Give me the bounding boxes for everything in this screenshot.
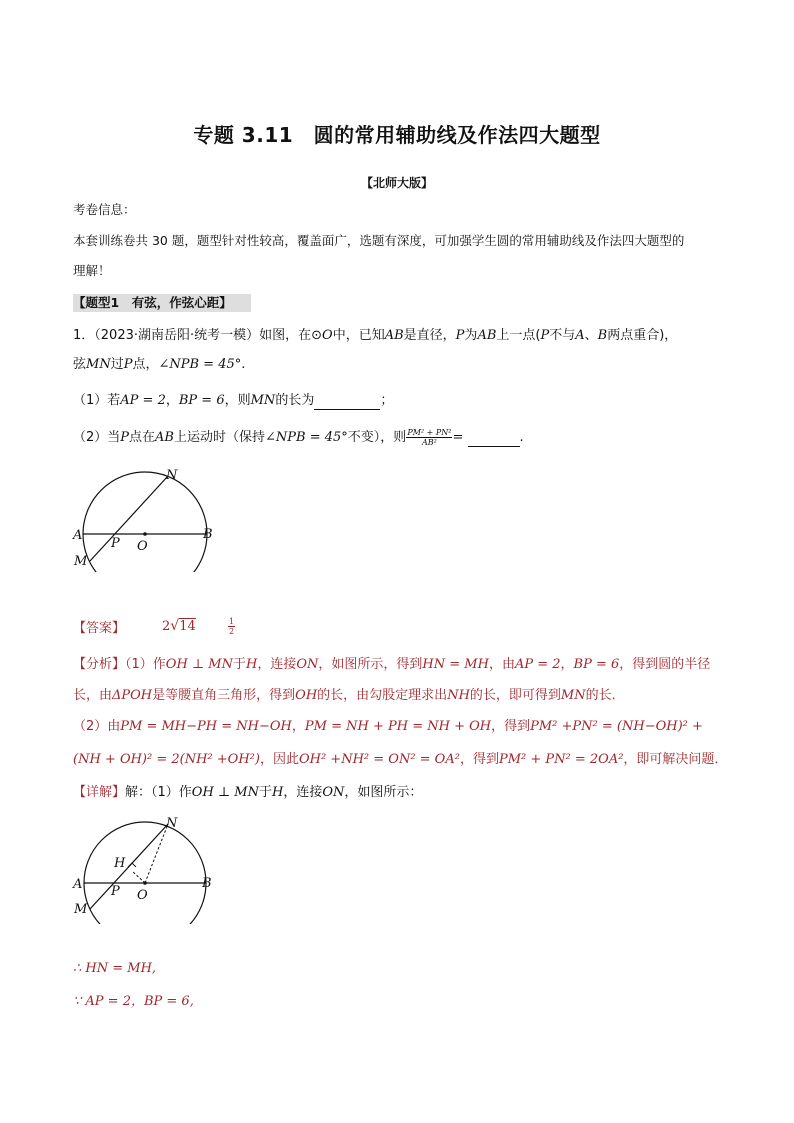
label-n: N [166, 816, 178, 831]
an-text: ，即可解决问题． [623, 752, 728, 767]
q-text: 点， [132, 357, 159, 372]
q-text: 不变），则 [347, 430, 407, 445]
label-b: B [202, 876, 212, 891]
q-math: AB [155, 430, 174, 445]
q-math: = [452, 430, 464, 445]
fraction-denominator: AB² [421, 438, 437, 447]
q-text: 1．（2023·湖南岳阳·统考一模）如图，在⊙ [73, 328, 323, 343]
answer-2-numerator: 1 [229, 617, 235, 626]
an-math: PM² +PN² = (NH−OH)² + [530, 719, 703, 734]
circle [84, 822, 206, 924]
page-title: 专题 3.11 圆的常用辅助线及作法四大题型 [193, 123, 601, 147]
an-text: ，得到 [491, 719, 531, 734]
q-text: 的长为 [275, 393, 315, 408]
answer-coefficient: 2 [162, 619, 171, 634]
label-o: O [137, 539, 148, 554]
q-math: ∠NPB = 45°. [158, 357, 246, 372]
dt-text: 解：（1）作 [125, 785, 192, 800]
segment-oh-dashed [132, 871, 145, 883]
an-math: (NH + OH)² = 2(NH² +OH²) [73, 752, 260, 767]
q-text: 为 [464, 328, 478, 343]
q-math: MN [86, 357, 111, 372]
an-text: ，因此 [259, 752, 299, 767]
an-math: ON [296, 657, 319, 672]
answer-label: 【答案】 [73, 621, 126, 636]
q-math: ∠NPB = 45° [265, 430, 348, 445]
detail-line-1 [73, 784, 422, 802]
q-math: BP = 6 [178, 393, 225, 408]
q-text: 不与 [549, 328, 576, 343]
q-math: P [123, 357, 133, 372]
an-math: HN = MH [422, 657, 489, 672]
question-1-part-2 [73, 428, 524, 447]
q-text: （1）若 [73, 393, 121, 408]
answer-1: 2√14 [162, 618, 196, 634]
q-math: P [455, 328, 465, 343]
an-math: PM = NH + PH = NH + OH [304, 719, 492, 734]
q-math: P [120, 430, 130, 445]
q-math: AB [384, 328, 404, 343]
an-text: ，连接 [257, 657, 297, 672]
label-o: O [137, 888, 148, 903]
an-math: OH ⊥ MN [165, 657, 233, 672]
label-a: A [73, 877, 83, 892]
an-math: OH² +NH² = ON² = OA² [298, 752, 460, 767]
q-text: 点在 [129, 430, 156, 445]
label-n: N [166, 468, 178, 483]
segment-on-dashed [145, 824, 168, 883]
q-text: 是直径， [403, 328, 456, 343]
q-math: A [575, 328, 585, 343]
info-line-1: 本套训练卷共 30 题，题型针对性较高，覆盖面广，选题有深度，可加强学生圆的常用辅助线及作法四大题型的 [73, 233, 685, 248]
an-text: ， [560, 657, 574, 672]
q-math: O [322, 328, 333, 343]
an-text: ，由 [488, 657, 515, 672]
detail-label: 【详解】 [73, 785, 126, 800]
circle-figure-2 [70, 812, 220, 924]
an-math: PM² + PN² = 2OA² [498, 752, 624, 767]
circle [83, 472, 207, 572]
an-text: 于 [232, 657, 246, 672]
circle-figure-1 [70, 462, 220, 572]
analysis-line-2 [73, 687, 625, 705]
section-heading-1: 【题型1 有弦，作弦心距】 [73, 294, 251, 312]
analysis-label: 【分析】 [73, 657, 126, 672]
center-point [143, 532, 147, 536]
dt-math: H [271, 785, 284, 800]
an-text: ，如图所示，得到 [318, 657, 423, 672]
q-text: 过 [110, 357, 124, 372]
q-text: ，则 [224, 393, 251, 408]
an-text: 是等腰直角三角形，得到 [152, 688, 296, 703]
dt-math: ON [322, 785, 345, 800]
info-heading: 考卷信息： [73, 202, 136, 217]
answer-blank-1 [314, 395, 380, 410]
answer-2 [228, 617, 235, 636]
q-math: MN [250, 393, 276, 408]
an-text: 的长，由勾股定理求出 [317, 688, 448, 703]
q-math: AB [477, 328, 497, 343]
an-math: OH [295, 688, 318, 703]
an-text: ， [291, 719, 305, 734]
edition-label: 【北师大版】 [360, 176, 433, 190]
dt-text: ，如图所示： [344, 785, 423, 800]
an-text: 的长，即可得到 [469, 688, 561, 703]
solution-step-1: ∴ HN = MH, [73, 961, 157, 976]
an-math: H [245, 657, 258, 672]
label-b: B [203, 527, 213, 542]
an-text: ，得到圆的半径 [619, 657, 711, 672]
an-math: PM = MH−PH = NH−OH [120, 719, 292, 734]
chord-mn [90, 476, 168, 561]
an-text: （2）由 [73, 719, 121, 734]
dt-math: OH ⊥ MN [191, 785, 259, 800]
fraction-numerator: PM² + PN² [407, 428, 452, 437]
answer-row [73, 620, 125, 638]
ratio-fraction [406, 428, 452, 447]
an-text: 长，由 [73, 688, 113, 703]
an-math: NH [447, 688, 470, 703]
an-text: （1）作 [125, 657, 166, 672]
question-1-part-1 [73, 392, 393, 410]
q-text: . [519, 430, 524, 445]
q-text: ， [165, 393, 179, 408]
label-a: A [73, 528, 83, 543]
label-p: P [111, 884, 120, 899]
answer-2-denominator: 2 [229, 627, 235, 636]
answer-blank-2 [468, 432, 520, 447]
question-1-line-1 [73, 327, 677, 345]
q-math: P [540, 328, 550, 343]
question-1-line-2 [73, 356, 245, 374]
analysis-line-3 [73, 718, 703, 736]
analysis-line-1 [73, 656, 710, 674]
dt-text: ，连接 [283, 785, 323, 800]
label-h: H [114, 856, 126, 871]
q-text: 弦 [73, 357, 87, 372]
info-line-2: 理解！ [73, 263, 111, 278]
an-math: MN [560, 688, 586, 703]
an-text: 的长． [585, 688, 625, 703]
solution-step-2: ∵ AP = 2，BP = 6, [73, 994, 194, 1009]
analysis-line-4 [73, 751, 727, 769]
label-p: P [111, 536, 120, 551]
center-point [143, 881, 147, 885]
an-text: ，得到 [459, 752, 499, 767]
an-math: BP = 6 [573, 657, 620, 672]
q-text: 、 [584, 328, 598, 343]
q-text: （2）当 [73, 430, 121, 445]
q-text: 上一点( [496, 328, 541, 343]
answer-radicand: 14 [179, 619, 196, 634]
q-math: AP = 2 [120, 393, 166, 408]
q-text: ； [380, 393, 394, 408]
dt-text: 于 [258, 785, 272, 800]
q-text: 两点重合)， [607, 328, 678, 343]
q-text: 上运动时（保持 [174, 430, 266, 445]
q-text: 中，已知 [332, 328, 385, 343]
an-math: AP = 2 [514, 657, 561, 672]
q-math: B [597, 328, 608, 343]
right-angle-mark [128, 863, 136, 867]
label-m: M [74, 902, 88, 917]
an-math: ΔPOH [112, 688, 153, 703]
label-m: M [74, 554, 88, 569]
